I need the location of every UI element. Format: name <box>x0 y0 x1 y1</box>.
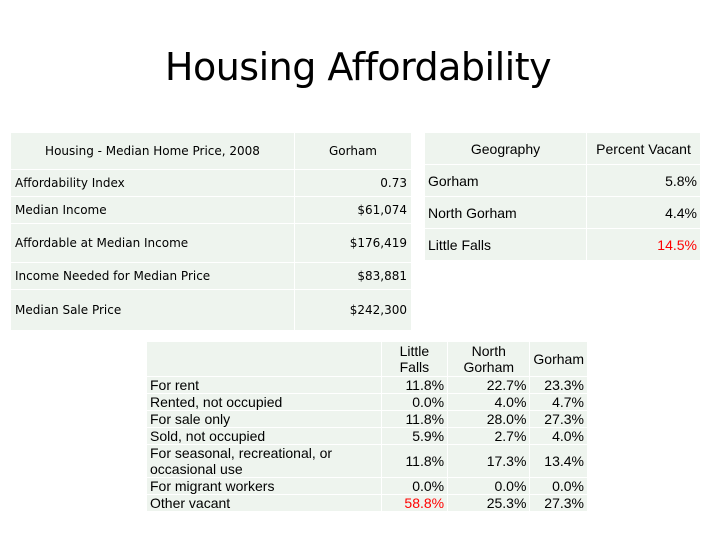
table-row <box>147 428 588 445</box>
row-value: 17.3% <box>448 445 530 478</box>
table-row <box>147 495 588 512</box>
row-value: 0.73 <box>295 170 412 197</box>
table-row <box>425 229 701 261</box>
row-value: $242,300 <box>295 290 412 331</box>
row-value: $61,074 <box>295 197 412 224</box>
table-header-row <box>425 133 701 165</box>
table-row <box>11 197 412 224</box>
table-header-row <box>11 133 412 170</box>
row-label: North Gorham <box>425 197 587 229</box>
table-row <box>425 197 701 229</box>
row-label: Gorham <box>425 165 587 197</box>
row-value: 2.7% <box>448 428 530 445</box>
row-label: Other vacant <box>147 495 382 512</box>
row-value: 5.8% <box>587 165 701 197</box>
table-row <box>147 411 588 428</box>
row-label: For migrant workers <box>147 478 382 495</box>
percent-vacant-table <box>424 132 701 261</box>
table-row <box>11 263 412 290</box>
row-value-highlight: 14.5% <box>587 229 701 261</box>
table-row <box>425 165 701 197</box>
row-value: 27.3% <box>530 411 588 428</box>
row-value: 27.3% <box>530 495 588 512</box>
row-value: 22.7% <box>448 377 530 394</box>
row-value: 4.7% <box>530 394 588 411</box>
row-label: Rented, not occupied <box>147 394 382 411</box>
table-header-cell: Percent Vacant <box>587 133 701 165</box>
row-label: For rent <box>147 377 382 394</box>
row-label: For sale only <box>147 411 382 428</box>
row-value: 11.8% <box>381 445 447 478</box>
table-header-cell: North Gorham <box>448 342 530 377</box>
table-row <box>147 445 588 478</box>
row-value: 13.4% <box>530 445 588 478</box>
row-value: 4.0% <box>448 394 530 411</box>
row-label: Little Falls <box>425 229 587 261</box>
table-header-row <box>147 342 588 377</box>
table-row <box>11 170 412 197</box>
row-value: 4.0% <box>530 428 588 445</box>
row-value: 28.0% <box>448 411 530 428</box>
table-row <box>11 224 412 263</box>
row-value: 11.8% <box>381 411 447 428</box>
table-header-cell: Little Falls <box>381 342 447 377</box>
table-row <box>147 377 588 394</box>
table-header-cell: Geography <box>425 133 587 165</box>
row-label: Median Income <box>11 197 295 224</box>
table-row <box>147 394 588 411</box>
row-label: For seasonal, recreational, or occasional use <box>147 445 382 478</box>
row-value: 0.0% <box>530 478 588 495</box>
row-value: 5.9% <box>381 428 447 445</box>
row-value: 4.4% <box>587 197 701 229</box>
row-value: 25.3% <box>448 495 530 512</box>
row-value: 0.0% <box>448 478 530 495</box>
median-home-price-table <box>10 132 412 331</box>
row-label: Income Needed for Median Price <box>11 263 295 290</box>
row-label: Sold, not occupied <box>147 428 382 445</box>
table-header-cell: Housing - Median Home Price, 2008 <box>11 133 295 170</box>
row-value: 11.8% <box>381 377 447 394</box>
row-value: 0.0% <box>381 394 447 411</box>
row-label: Affordability Index <box>11 170 295 197</box>
row-value: 23.3% <box>530 377 588 394</box>
table-header-cell: Gorham <box>295 133 412 170</box>
row-value: $176,419 <box>295 224 412 263</box>
row-label: Median Sale Price <box>11 290 295 331</box>
table-header-cell <box>147 342 382 377</box>
row-value: $83,881 <box>295 263 412 290</box>
table-row <box>147 478 588 495</box>
table-header-cell: Gorham <box>530 342 588 377</box>
vacancy-status-table <box>146 341 588 512</box>
row-value-highlight: 58.8% <box>381 495 447 512</box>
slide-title: Housing Affordability <box>164 45 552 89</box>
row-value: 0.0% <box>381 478 447 495</box>
row-label: Affordable at Median Income <box>11 224 295 263</box>
table-row <box>11 290 412 331</box>
